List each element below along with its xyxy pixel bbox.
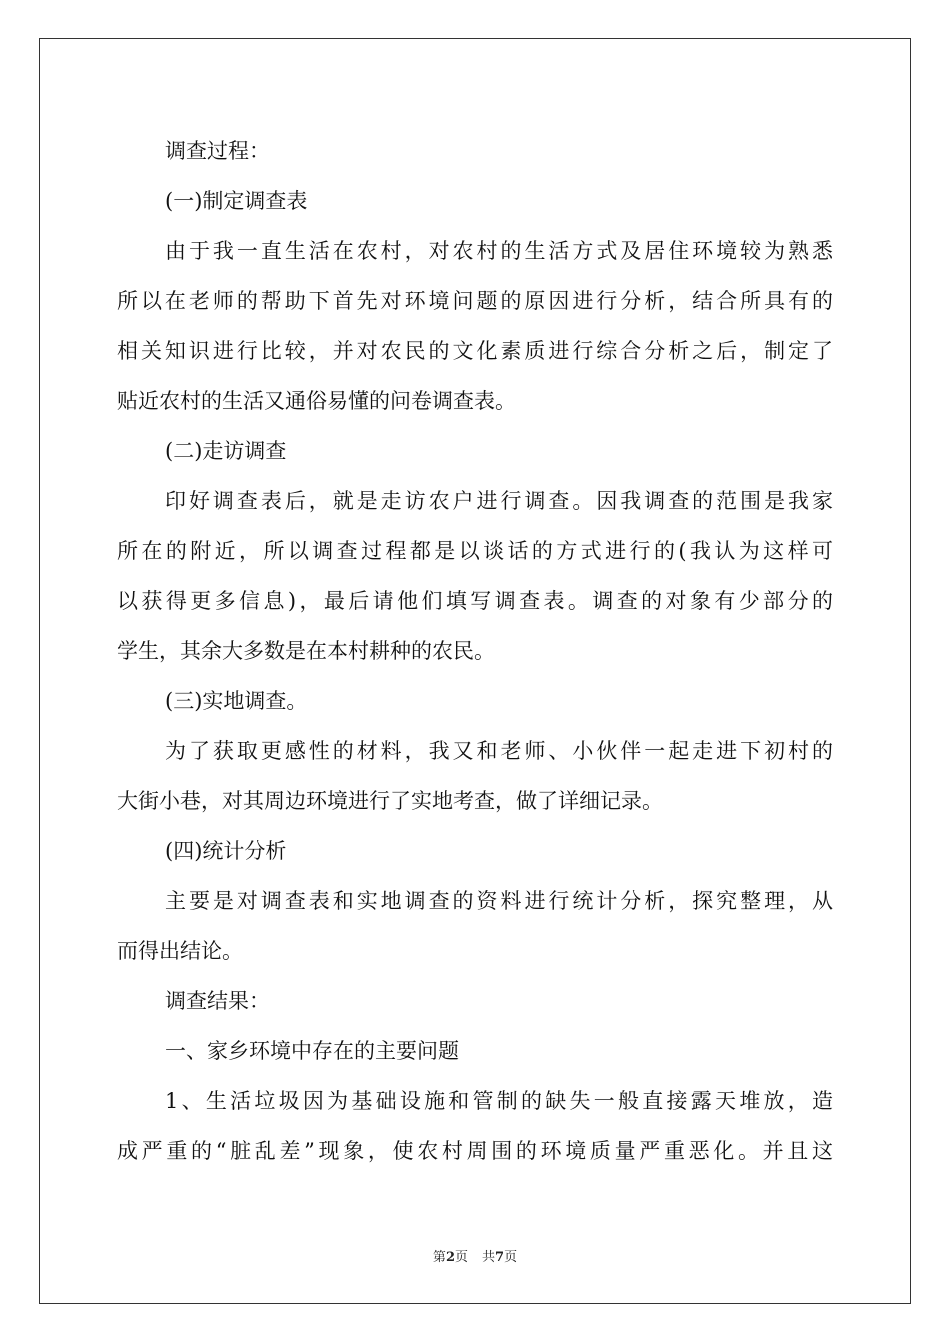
text-line: 贴近农村的生活又通俗易懂的问卷调查表。 (117, 389, 516, 413)
page-footer (0, 1246, 950, 1265)
text-line: 印好调查表后，就是走访农户进行调查。因我调查的范围是我家 (165, 489, 833, 513)
text-line: 为了获取更感性的材料，我又和老师、小伙伴一起走进下初村的 (165, 739, 833, 763)
text-line: 大街小巷，对其周边环境进行了实地考查，做了详细记录。 (117, 789, 663, 813)
text-line: 调查结果： (165, 989, 270, 1013)
footer-page-current: 2 (445, 1250, 455, 1265)
text-line: 主要是对调查表和实地调查的资料进行统计分析，探究整理，从 (165, 889, 833, 913)
footer-total-prefix: 共 (482, 1250, 496, 1265)
text-line: (一)制定调查表 (165, 189, 308, 213)
text-line: 1、生活垃圾因为基础设施和管制的缺失一般直接露天堆放，造 (165, 1089, 833, 1113)
text-line: 成严重的“脏乱差”现象，使农村周围的环境质量严重恶化。并且这 (117, 1139, 833, 1163)
text-line: 学生，其余大多数是在本村耕种的农民。 (117, 639, 495, 663)
footer-page-total: 7 (495, 1250, 505, 1265)
text-line: (二)走访调查 (165, 439, 287, 463)
text-line: 而得出结论。 (117, 939, 243, 963)
text-line: (三)实地调查。 (165, 689, 308, 713)
text-line: (四)统计分析 (165, 839, 287, 863)
document-body (117, 126, 833, 1176)
footer-total-unit: 页 (504, 1250, 518, 1265)
text-line: 一、家乡环境中存在的主要问题 (165, 1039, 459, 1063)
text-line: 由于我一直生活在农村，对农村的生活方式及居住环境较为熟悉 (165, 239, 833, 263)
footer-page-unit: 页 (454, 1250, 468, 1265)
text-line: 所在的附近，所以调查过程都是以谈话的方式进行的(我认为这样可 (117, 539, 833, 563)
text-line: 所以在老师的帮助下首先对环境问题的原因进行分析，结合所具有的 (117, 289, 833, 313)
text-line: 相关知识进行比较，并对农民的文化素质进行综合分析之后，制定了 (117, 339, 833, 363)
text-line: 以获得更多信息)，最后请他们填写调查表。调查的对象有少部分的 (117, 589, 833, 613)
text-line: 调查过程： (165, 139, 270, 163)
footer-page-prefix: 第 (432, 1250, 446, 1265)
